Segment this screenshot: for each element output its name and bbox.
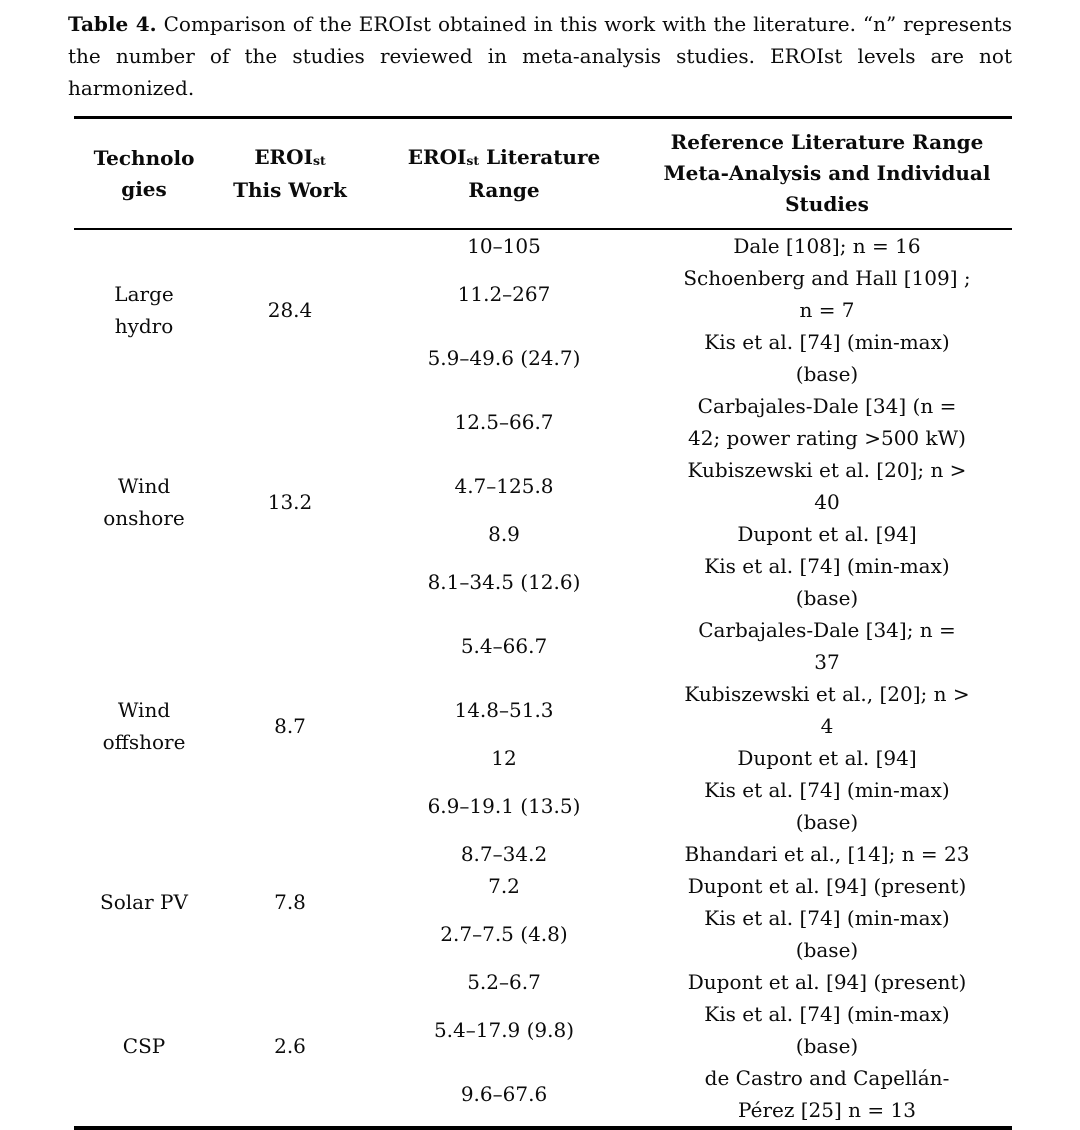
reference-cell — [642, 678, 1012, 742]
technology-name: Wind onshore — [103, 474, 185, 530]
technology-cell — [74, 966, 214, 1128]
literature-range-cell: 6.9–19.1 (13.5) — [427, 794, 581, 818]
eroi-term-subscript: st — [312, 153, 326, 169]
literature-range-cell: 5.4–17.9 (9.8) — [433, 1018, 575, 1042]
literature-range-cell: 8.7–34.2 — [460, 842, 548, 866]
technology-cell — [74, 229, 214, 390]
header-row — [74, 118, 1012, 230]
reference-text: de Castro and Capellán-Pérez [25] n = 13 — [704, 1066, 950, 1122]
reference-text: Dale [108]; n = 16 — [733, 234, 921, 258]
col-header-reference — [642, 118, 1012, 230]
reference-text: Kis et al. [74] (min-max)(base) — [704, 778, 950, 834]
header-line: Technolo — [93, 145, 195, 170]
reference-cell — [642, 870, 1012, 902]
reference-text: Bhandari et al., [14]; n = 23 — [684, 842, 970, 866]
eroi-comparison-table — [74, 116, 1012, 1130]
header-line: This Work — [233, 177, 347, 202]
reference-text: Kis et al. [74] (min-max)(base) — [704, 330, 950, 386]
reference-text: Schoenberg and Hall [109] ; n = 7 — [683, 266, 971, 322]
literature-range-cell: 9.6–67.6 — [460, 1082, 548, 1106]
eroi-value-cell: 28.4 — [267, 298, 313, 322]
reference-cell — [642, 390, 1012, 454]
eroi-term — [408, 145, 479, 169]
reference-cell — [642, 614, 1012, 678]
table-body — [74, 229, 1012, 1128]
reference-cell — [642, 262, 1012, 326]
header-line: Literature — [486, 144, 601, 169]
reference-text: Kis et al. [74] (min-max)(base) — [704, 1002, 950, 1058]
technology-cell — [74, 614, 214, 838]
literature-range-cell: 12.5–66.7 — [454, 410, 554, 434]
literature-range-cell: 5.2–6.7 — [467, 970, 541, 994]
literature-range-cell: 10–105 — [467, 234, 541, 258]
literature-range-cell: 11.2–267 — [457, 282, 551, 306]
caption-text: Comparison of the EROIst obtained in this work with the literature. “n” represents the number of the studies reviewed in meta-analysis studies. EROIst levels are not harmonized. — [68, 12, 1013, 100]
literature-range-cell: 7.2 — [488, 874, 520, 898]
reference-cell — [642, 774, 1012, 838]
reference-cell — [642, 550, 1012, 614]
header-line: Studies — [785, 192, 869, 216]
literature-range-cell: 2.7–7.5 (4.8) — [440, 922, 568, 946]
technology-name: CSP — [122, 1034, 166, 1058]
technology-name: Large hydro — [114, 282, 174, 338]
eroi-value-cell: 2.6 — [274, 1034, 306, 1058]
reference-text: Carbajales-Dale [34]; n = 37 — [698, 618, 956, 674]
header-line: Meta-Analysis and Individual — [663, 161, 991, 185]
technology-cell — [74, 390, 214, 614]
reference-text: Kubiszewski et al., [20]; n > 4 — [684, 682, 970, 738]
eroi-term — [254, 145, 325, 169]
reference-cell — [642, 998, 1012, 1062]
col-header-eroi-literature-range — [366, 118, 642, 230]
reference-cell — [642, 966, 1012, 998]
reference-cell — [642, 454, 1012, 518]
reference-cell — [642, 518, 1012, 550]
reference-cell — [642, 838, 1012, 870]
header-line: Range — [468, 177, 540, 202]
table-header — [74, 118, 1012, 230]
reference-text: Kis et al. [74] (min-max)(base) — [704, 906, 950, 962]
literature-range-cell: 5.9–49.6 (24.7) — [427, 346, 581, 370]
literature-range-cell: 12 — [491, 746, 517, 770]
table-row — [74, 966, 1012, 998]
technology-name: Wind offshore — [102, 698, 186, 754]
reference-text: Dupont et al. [94] — [737, 522, 917, 546]
literature-range-cell: 5.4–66.7 — [460, 634, 548, 658]
reference-cell — [642, 742, 1012, 774]
reference-cell — [642, 902, 1012, 966]
eroi-term-base: EROI — [407, 144, 467, 169]
eroi-term-base: EROI — [254, 144, 313, 169]
eroi-term-subscript: st — [466, 153, 480, 169]
technology-name: Solar PV — [100, 890, 188, 914]
literature-range-cell: 4.7–125.8 — [454, 474, 554, 498]
literature-range-cell: 8.9 — [488, 522, 520, 546]
reference-text: Carbajales-Dale [34] (n = 42; power rating >500 kW) — [688, 394, 966, 450]
col-header-technologies — [74, 118, 214, 230]
table-row — [74, 614, 1012, 678]
literature-range-cell: 14.8–51.3 — [454, 698, 554, 722]
table-row — [74, 838, 1012, 870]
reference-text: Dupont et al. [94] — [737, 746, 917, 770]
table-row — [74, 229, 1012, 262]
literature-range-cell: 8.1–34.5 (12.6) — [427, 570, 581, 594]
reference-text: Dupont et al. [94] (present) — [687, 970, 967, 994]
caption-label: Table 4. — [68, 12, 157, 36]
eroi-value-cell: 13.2 — [267, 490, 313, 514]
eroi-value-cell: 8.7 — [274, 714, 306, 738]
reference-cell — [642, 326, 1012, 390]
header-line: gies — [121, 176, 167, 201]
technology-cell — [74, 838, 214, 966]
table-caption — [68, 8, 1012, 104]
reference-cell — [642, 1062, 1012, 1128]
eroi-value-cell: 7.8 — [274, 890, 306, 914]
reference-cell — [642, 229, 1012, 262]
table-row — [74, 390, 1012, 454]
reference-text: Kis et al. [74] (min-max)(base) — [704, 554, 950, 610]
reference-text: Dupont et al. [94] (present) — [687, 874, 967, 898]
header-line: Reference Literature Range — [670, 130, 984, 154]
col-header-eroi-this-work — [214, 118, 366, 230]
reference-text: Kubiszewski et al. [20]; n > 40 — [687, 458, 967, 514]
